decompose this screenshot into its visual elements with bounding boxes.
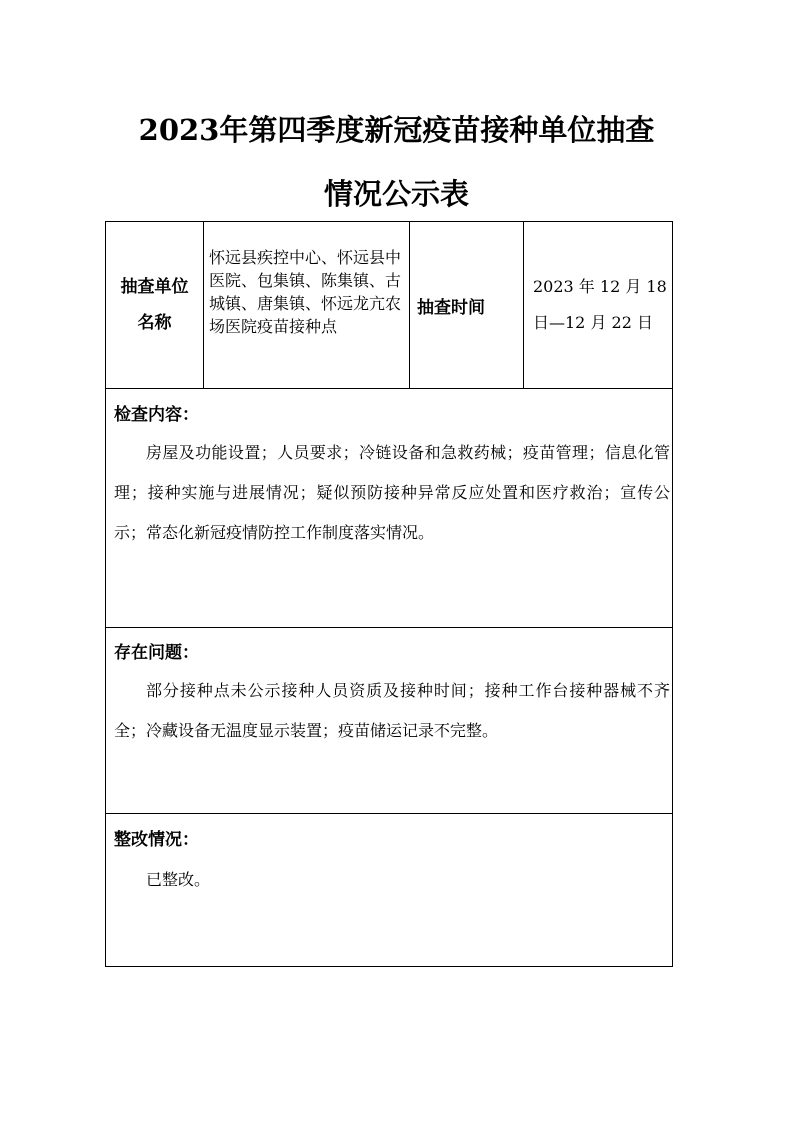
inspection-content-title: 检查内容：: [114, 405, 199, 425]
page-title-line-1: 2023年第四季度新冠疫苗接种单位抽查: [138, 113, 655, 147]
rectification-title: 整改情况：: [114, 830, 199, 850]
table-divider: [106, 813, 672, 814]
inspection-time-value: [524, 222, 674, 388]
table-divider: [106, 627, 672, 628]
rectification-body: 已整改。: [146, 870, 211, 889]
inspected-unit-label-line-1: 抽查单位: [120, 277, 189, 297]
table-divider: [203, 222, 204, 388]
table-divider: [106, 388, 672, 389]
inspection-time-label: 抽查时间: [417, 297, 485, 318]
inspection-content-body: 房屋及功能设置；人员要求；冷链设备和急救药械；疫苗管理；信息化管理；接种实施与进展情况；疑似预防接种异常反应处置和医疗救治；宣传公示；常态化新冠疫情防控工作制度落实情况。: [114, 443, 670, 542]
problems-title: 存在问题：: [114, 643, 199, 663]
page-title-line-2: 情况公示表: [323, 177, 469, 211]
problems-body: 部分接种点未公示接种人员资质及接种时间；接种工作台接种器械不齐全；冷藏设备无温度显示装置；疫苗储运记录不完整。: [114, 681, 670, 740]
inspection-time-line-1: 2023 年 12 月 18: [533, 277, 667, 296]
inspected-units-value: 怀远县疾控中心、怀远县中医院、包集镇、陈集镇、古城镇、唐集镇、怀远龙亢农场医院疫苗接种点: [209, 248, 402, 336]
inspected-unit-label-line-2: 名称: [137, 313, 172, 333]
inspection-table: [105, 221, 673, 967]
inspection-time-line-2: 日—12 月 22 日: [533, 313, 653, 332]
inspected-unit-label: [106, 222, 203, 388]
